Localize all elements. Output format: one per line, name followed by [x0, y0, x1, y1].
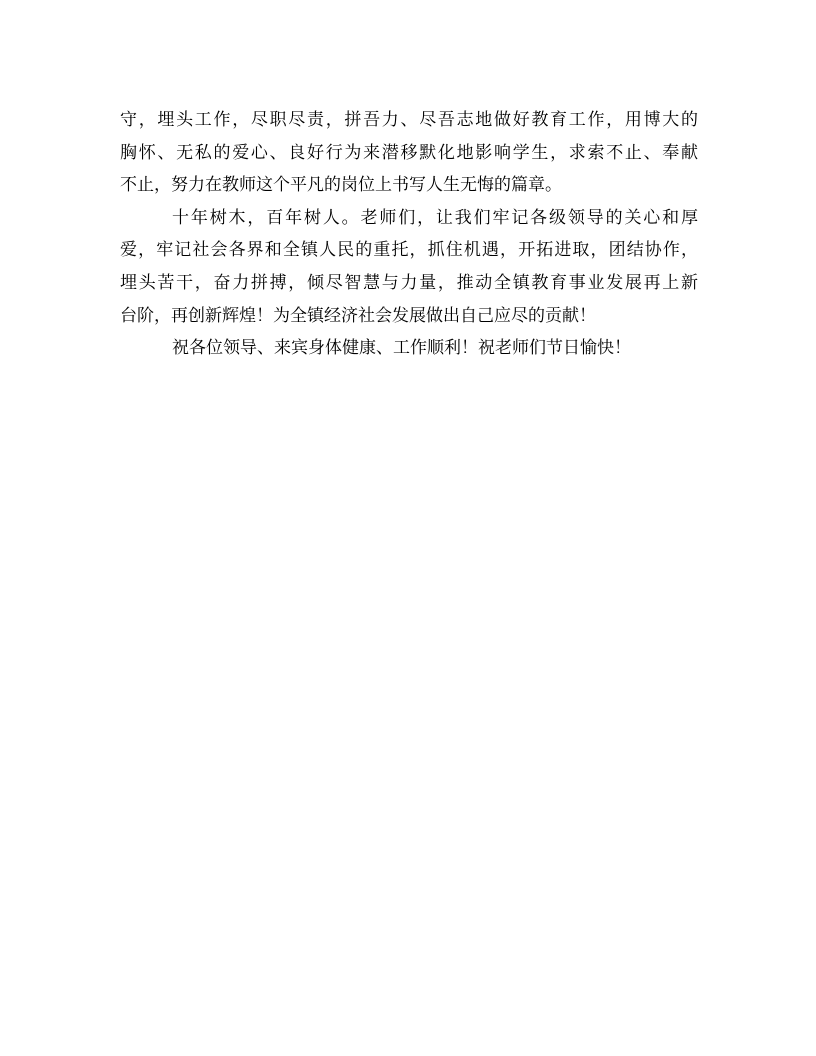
paragraph-call-to-action	[120, 202, 698, 332]
text-line: 埋头苦干，奋力拼搏，倾尽智慧与力量，推动全镇教育事业发展再上新	[120, 272, 698, 293]
text-line: 十年树木，百年树人。老师们，让我们牢记各级领导的关心和厚	[172, 207, 698, 228]
paragraph-closing-commitment	[120, 104, 698, 202]
text-line: 爱，牢记社会各界和全镇人民的重托，抓住机遇，开拓进取，团结协作，	[120, 240, 698, 261]
text-line: 台阶，再创新辉煌！为全镇经济社会发展做出自己应尽的贡献！	[120, 305, 596, 326]
paragraph-blessing	[120, 332, 698, 365]
text-line: 守，埋头工作，尽职尽责，拼吾力、尽吾志地做好教育工作，用博大的	[120, 110, 698, 130]
text-line: 不止，努力在教师这个平凡的岗位上书写人生无悔的篇章。	[120, 175, 562, 196]
text-line: 胸怀、无私的爱心、良好行为来潜移默化地影响学生，求索不止、奉献	[120, 142, 698, 163]
text-line: 祝各位领导、来宾身体健康、工作顺利！祝老师们节日愉快！	[172, 338, 631, 359]
document-body	[120, 104, 698, 365]
